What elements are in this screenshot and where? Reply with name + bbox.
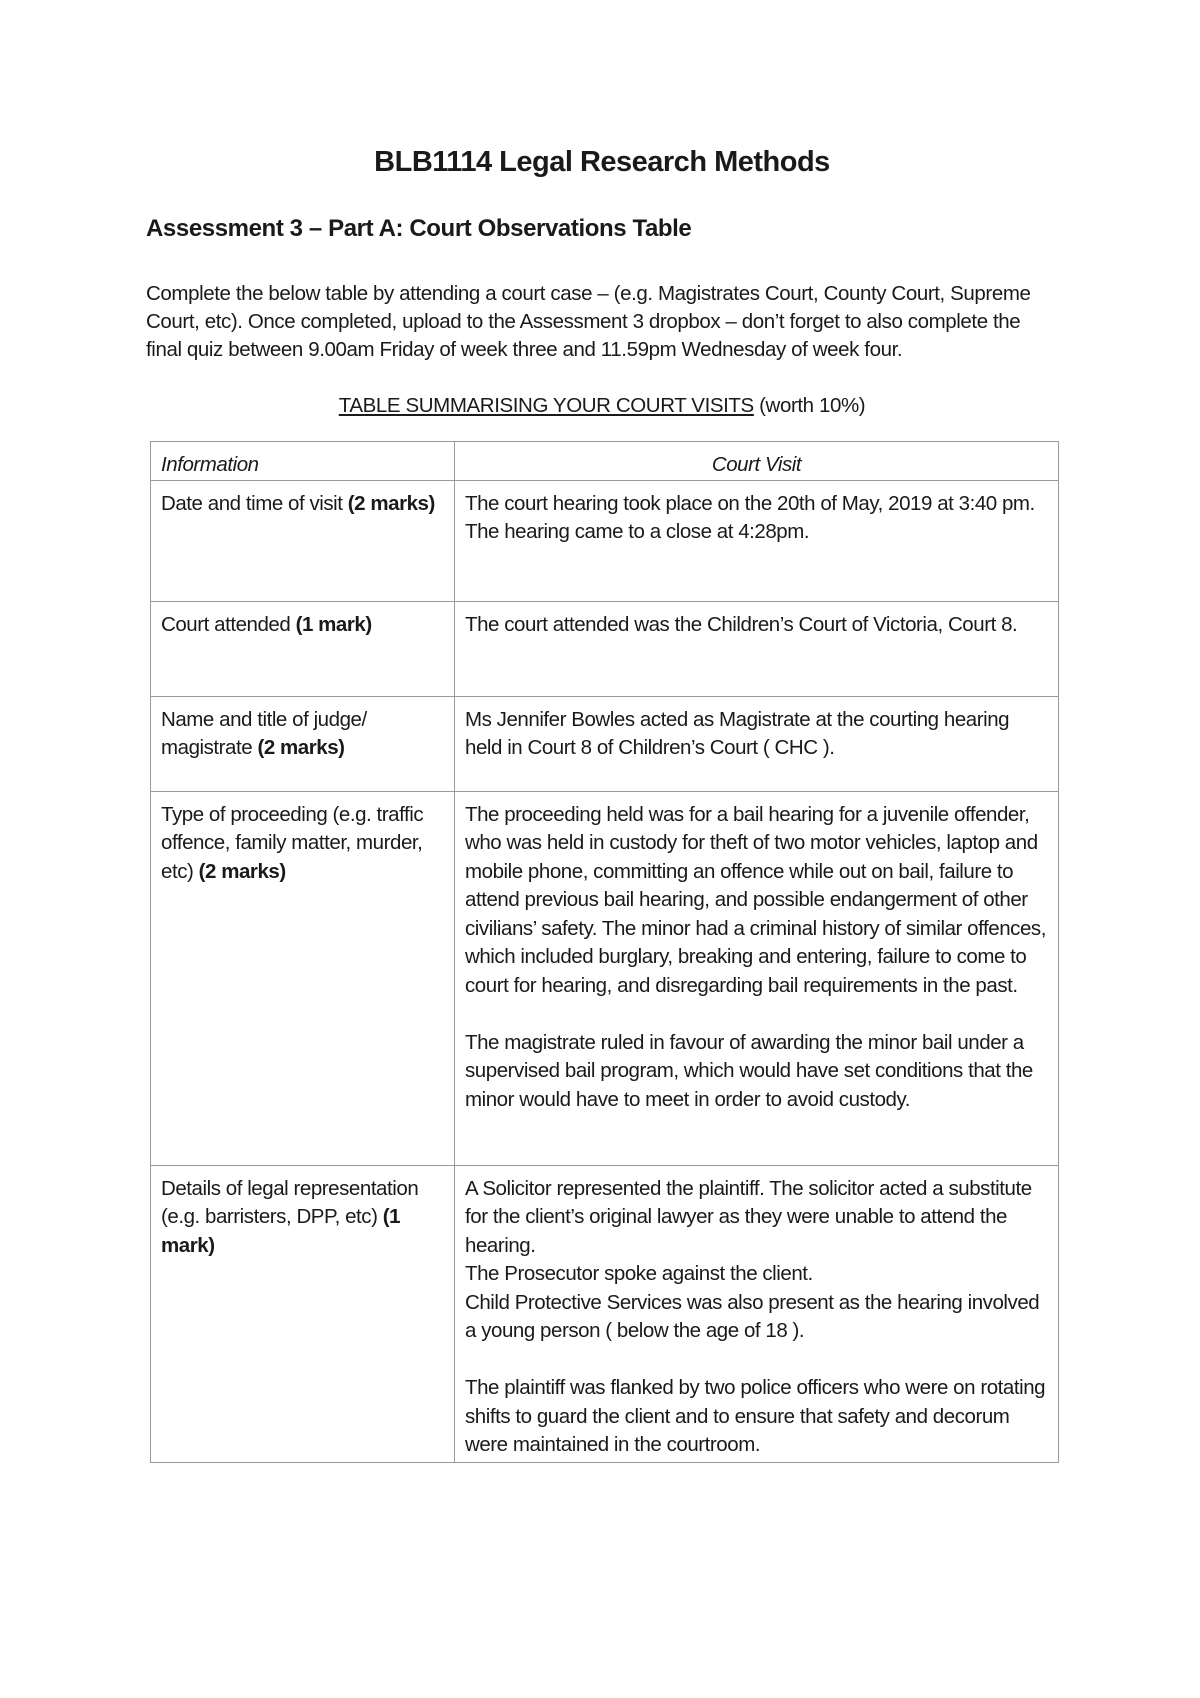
header-information: Information [151, 442, 455, 481]
document-subtitle: Assessment 3 – Part A: Court Observations Table [146, 215, 692, 242]
row-label-cell [151, 480, 455, 601]
row-value-text: Child Protective Services was also present as the hearing involved a young person ( below the age of 18 ). [465, 1290, 1040, 1342]
row-marks: (1 mark) [295, 612, 372, 636]
row-marks: (1 mark) [161, 1205, 401, 1257]
table-row-court-attended [151, 601, 1059, 696]
row-value-text: A Solicitor represented the plaintiff. The solicitor acted a substitute for the client’s original lawyer as they were unable to attend the hearing. [465, 1176, 1032, 1257]
table-row-date-time [151, 480, 1059, 601]
row-value-cell [455, 601, 1059, 696]
row-value-cell [455, 696, 1059, 791]
court-observations-table [150, 441, 1059, 1463]
table-row-legal-representation [151, 1165, 1059, 1462]
row-label: Court attended [161, 612, 296, 636]
row-value-cell [455, 1165, 1059, 1462]
table-caption-underlined: TABLE SUMMARISING YOUR COURT VISITS [338, 394, 754, 417]
row-label-cell [151, 791, 455, 1165]
document-title: BLB1114 Legal Research Methods [374, 146, 830, 178]
row-value-text: The court hearing took place on the 20th of May, 2019 at 3:40 pm. The hearing came to a close at 4:28pm. [465, 491, 1035, 543]
row-label-cell [151, 1165, 455, 1462]
row-value-text: The Prosecutor spoke against the client. [465, 1262, 813, 1285]
row-value-text: The court attended was the Children’s Court of Victoria, Court 8. [465, 612, 1018, 636]
table-header-row [151, 442, 1059, 481]
table-caption-suffix: (worth 10%) [753, 394, 866, 417]
row-label-cell [151, 696, 455, 791]
row-value-text: The proceeding held was for a bail hearing for a juvenile offender, who was held in custody for theft of two motor vehicles, laptop and mobile phone, committing an offence while out on bail, failure to attend previous bail hearing, and possible endangerment of other civilians’ safety. The minor had a criminal history of similar offences, which included burglary, breaking and entering, failure to come to court for hearing, and disregarding bail requirements in the past. [465, 802, 1046, 997]
row-marks: (2 marks) [198, 859, 286, 883]
row-value-cell [455, 480, 1059, 601]
paragraph-gap [465, 1000, 1048, 1029]
row-label-cell [151, 601, 455, 696]
row-value-text: Ms Jennifer Bowles acted as Magistrate at the courting hearing held in Court 8 of Children’s Court ( CHC ). [465, 707, 1010, 759]
table-row-judge-magistrate [151, 696, 1059, 791]
row-marks: (2 marks) [257, 736, 345, 759]
row-label: Date and time of visit [161, 491, 348, 515]
row-value-cell [455, 791, 1059, 1165]
header-court-visit: Court Visit [455, 442, 1059, 481]
intro-paragraph: Complete the below table by attending a court case – (e.g. Magistrates Court, County Court, Supreme Court, etc). Once completed, upload to the Assessment 3 dropbox – don’t forget to also complete the final quiz between 9.00am Friday of week three and 11.59pm Wednesday of week four. [146, 282, 1031, 361]
row-value-text: The plaintiff was flanked by two police officers who were on rotating shifts to guard the client and to ensure that safety and decorum were maintained in the courtroom. [465, 1376, 1046, 1456]
row-marks: (2 marks) [347, 491, 435, 515]
row-value-text: The magistrate ruled in favour of awarding the minor bail under a supervised bail program, which would have set conditions that the minor would have to meet in order to avoid custody. [465, 1030, 1033, 1111]
paragraph-gap [465, 1346, 1048, 1375]
row-label: Type of proceeding (e.g. traffic offence, family matter, murder, etc) [161, 802, 424, 883]
row-label: Details of legal representation (e.g. barristers, DPP, etc) [161, 1176, 419, 1228]
table-row-proceeding-type [151, 791, 1059, 1165]
row-label: Name and title of judge/ magistrate [161, 707, 367, 759]
table-caption [146, 394, 1058, 418]
